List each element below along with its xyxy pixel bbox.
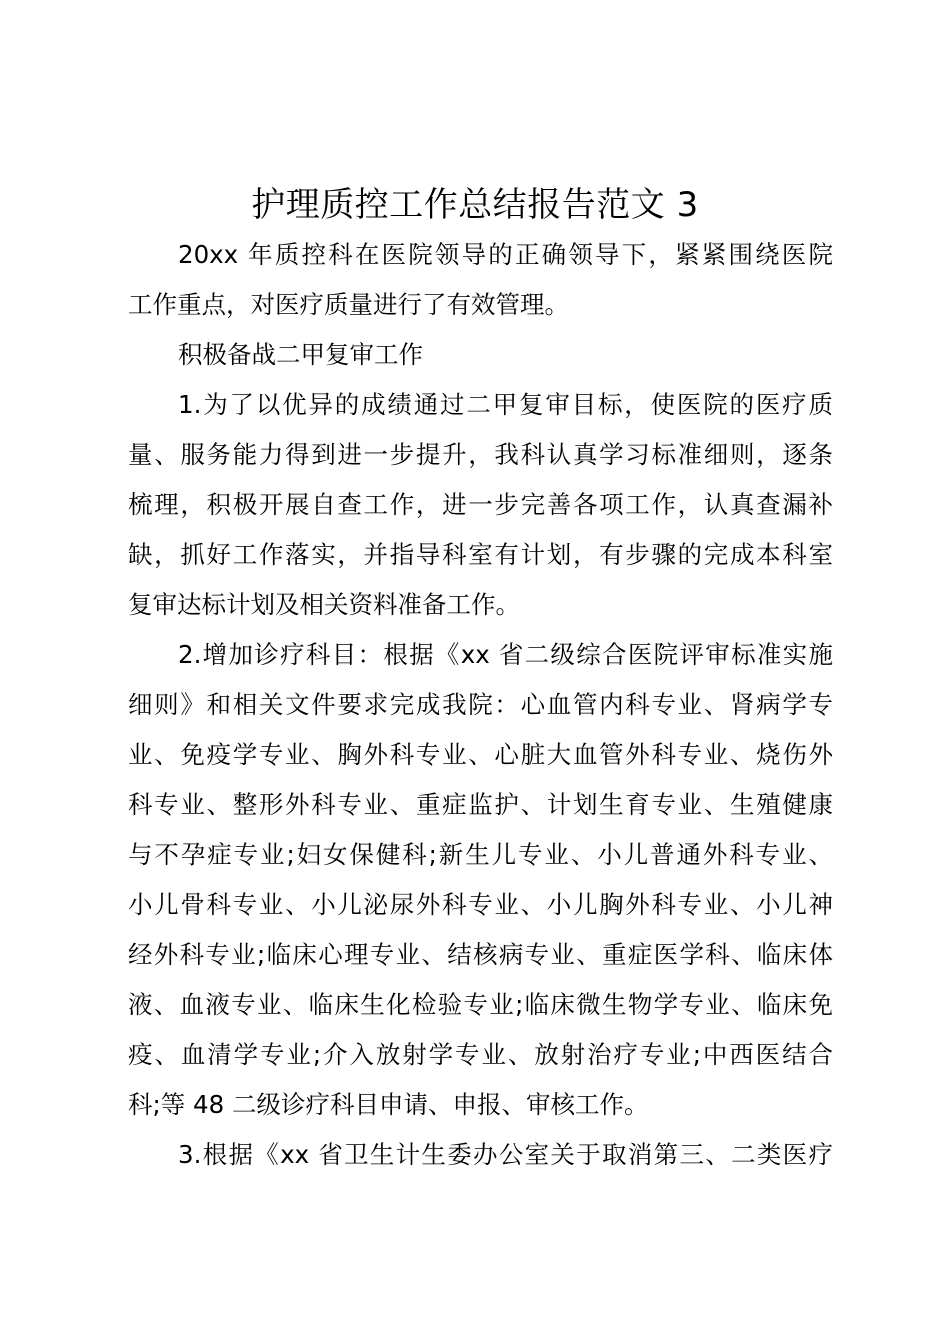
- paragraph-line: 20xx 年质控科在医院领导的正确领导下，紧紧围绕医院: [178, 240, 833, 269]
- paragraph-line: 3.根据《xx 省卫生计生委办公室关于取消第三、二类医疗: [178, 1140, 833, 1169]
- document-title: 护理质控工作总结报告范文 3: [251, 185, 699, 225]
- paragraph-line: 缺，抓好工作落实，并指导科室有计划，有步骤的完成本科室: [128, 540, 833, 569]
- paragraph-line: 量、服务能力得到进一步提升，我科认真学习标准细则，逐条: [128, 440, 833, 469]
- paragraph-line: 疫、血清学专业;介入放射学专业、放射治疗专业;中西医结合: [128, 1040, 833, 1069]
- paragraph-line: 科;等 48 二级诊疗科目申请、申报、审核工作。: [128, 1090, 649, 1119]
- paragraph-line: 小儿骨科专业、小儿泌尿外科专业、小儿胸外科专业、小儿神: [128, 890, 833, 919]
- paragraph-line: 复审达标计划及相关资料准备工作。: [128, 590, 520, 619]
- paragraph-line: 经外科专业;临床心理专业、结核病专业、重症医学科、临床体: [128, 940, 833, 969]
- paragraph-line: 工作重点，对医疗质量进行了有效管理。: [128, 290, 569, 319]
- paragraph-line: 科专业、整形外科专业、重症监护、计划生育专业、生殖健康: [128, 790, 833, 819]
- section-heading: 积极备战二甲复审工作: [178, 340, 423, 369]
- paragraph-line: 液、血液专业、临床生化检验专业;临床微生物学专业、临床免: [128, 990, 833, 1019]
- paragraph-line: 与不孕症专业;妇女保健科;新生儿专业、小儿普通外科专业、: [128, 840, 833, 869]
- paragraph-line: 1.为了以优异的成绩通过二甲复审目标，使医院的医疗质: [178, 390, 833, 419]
- paragraph-line: 梳理，积极开展自查工作，进一步完善各项工作，认真查漏补: [128, 490, 833, 519]
- paragraph-line: 细则》和相关文件要求完成我院：心血管内科专业、肾病学专: [128, 690, 833, 719]
- paragraph-line: 2.增加诊疗科目：根据《xx 省二级综合医院评审标准实施: [178, 640, 833, 669]
- paragraph-line: 业、免疫学专业、胸外科专业、心脏大血管外科专业、烧伤外: [128, 740, 833, 769]
